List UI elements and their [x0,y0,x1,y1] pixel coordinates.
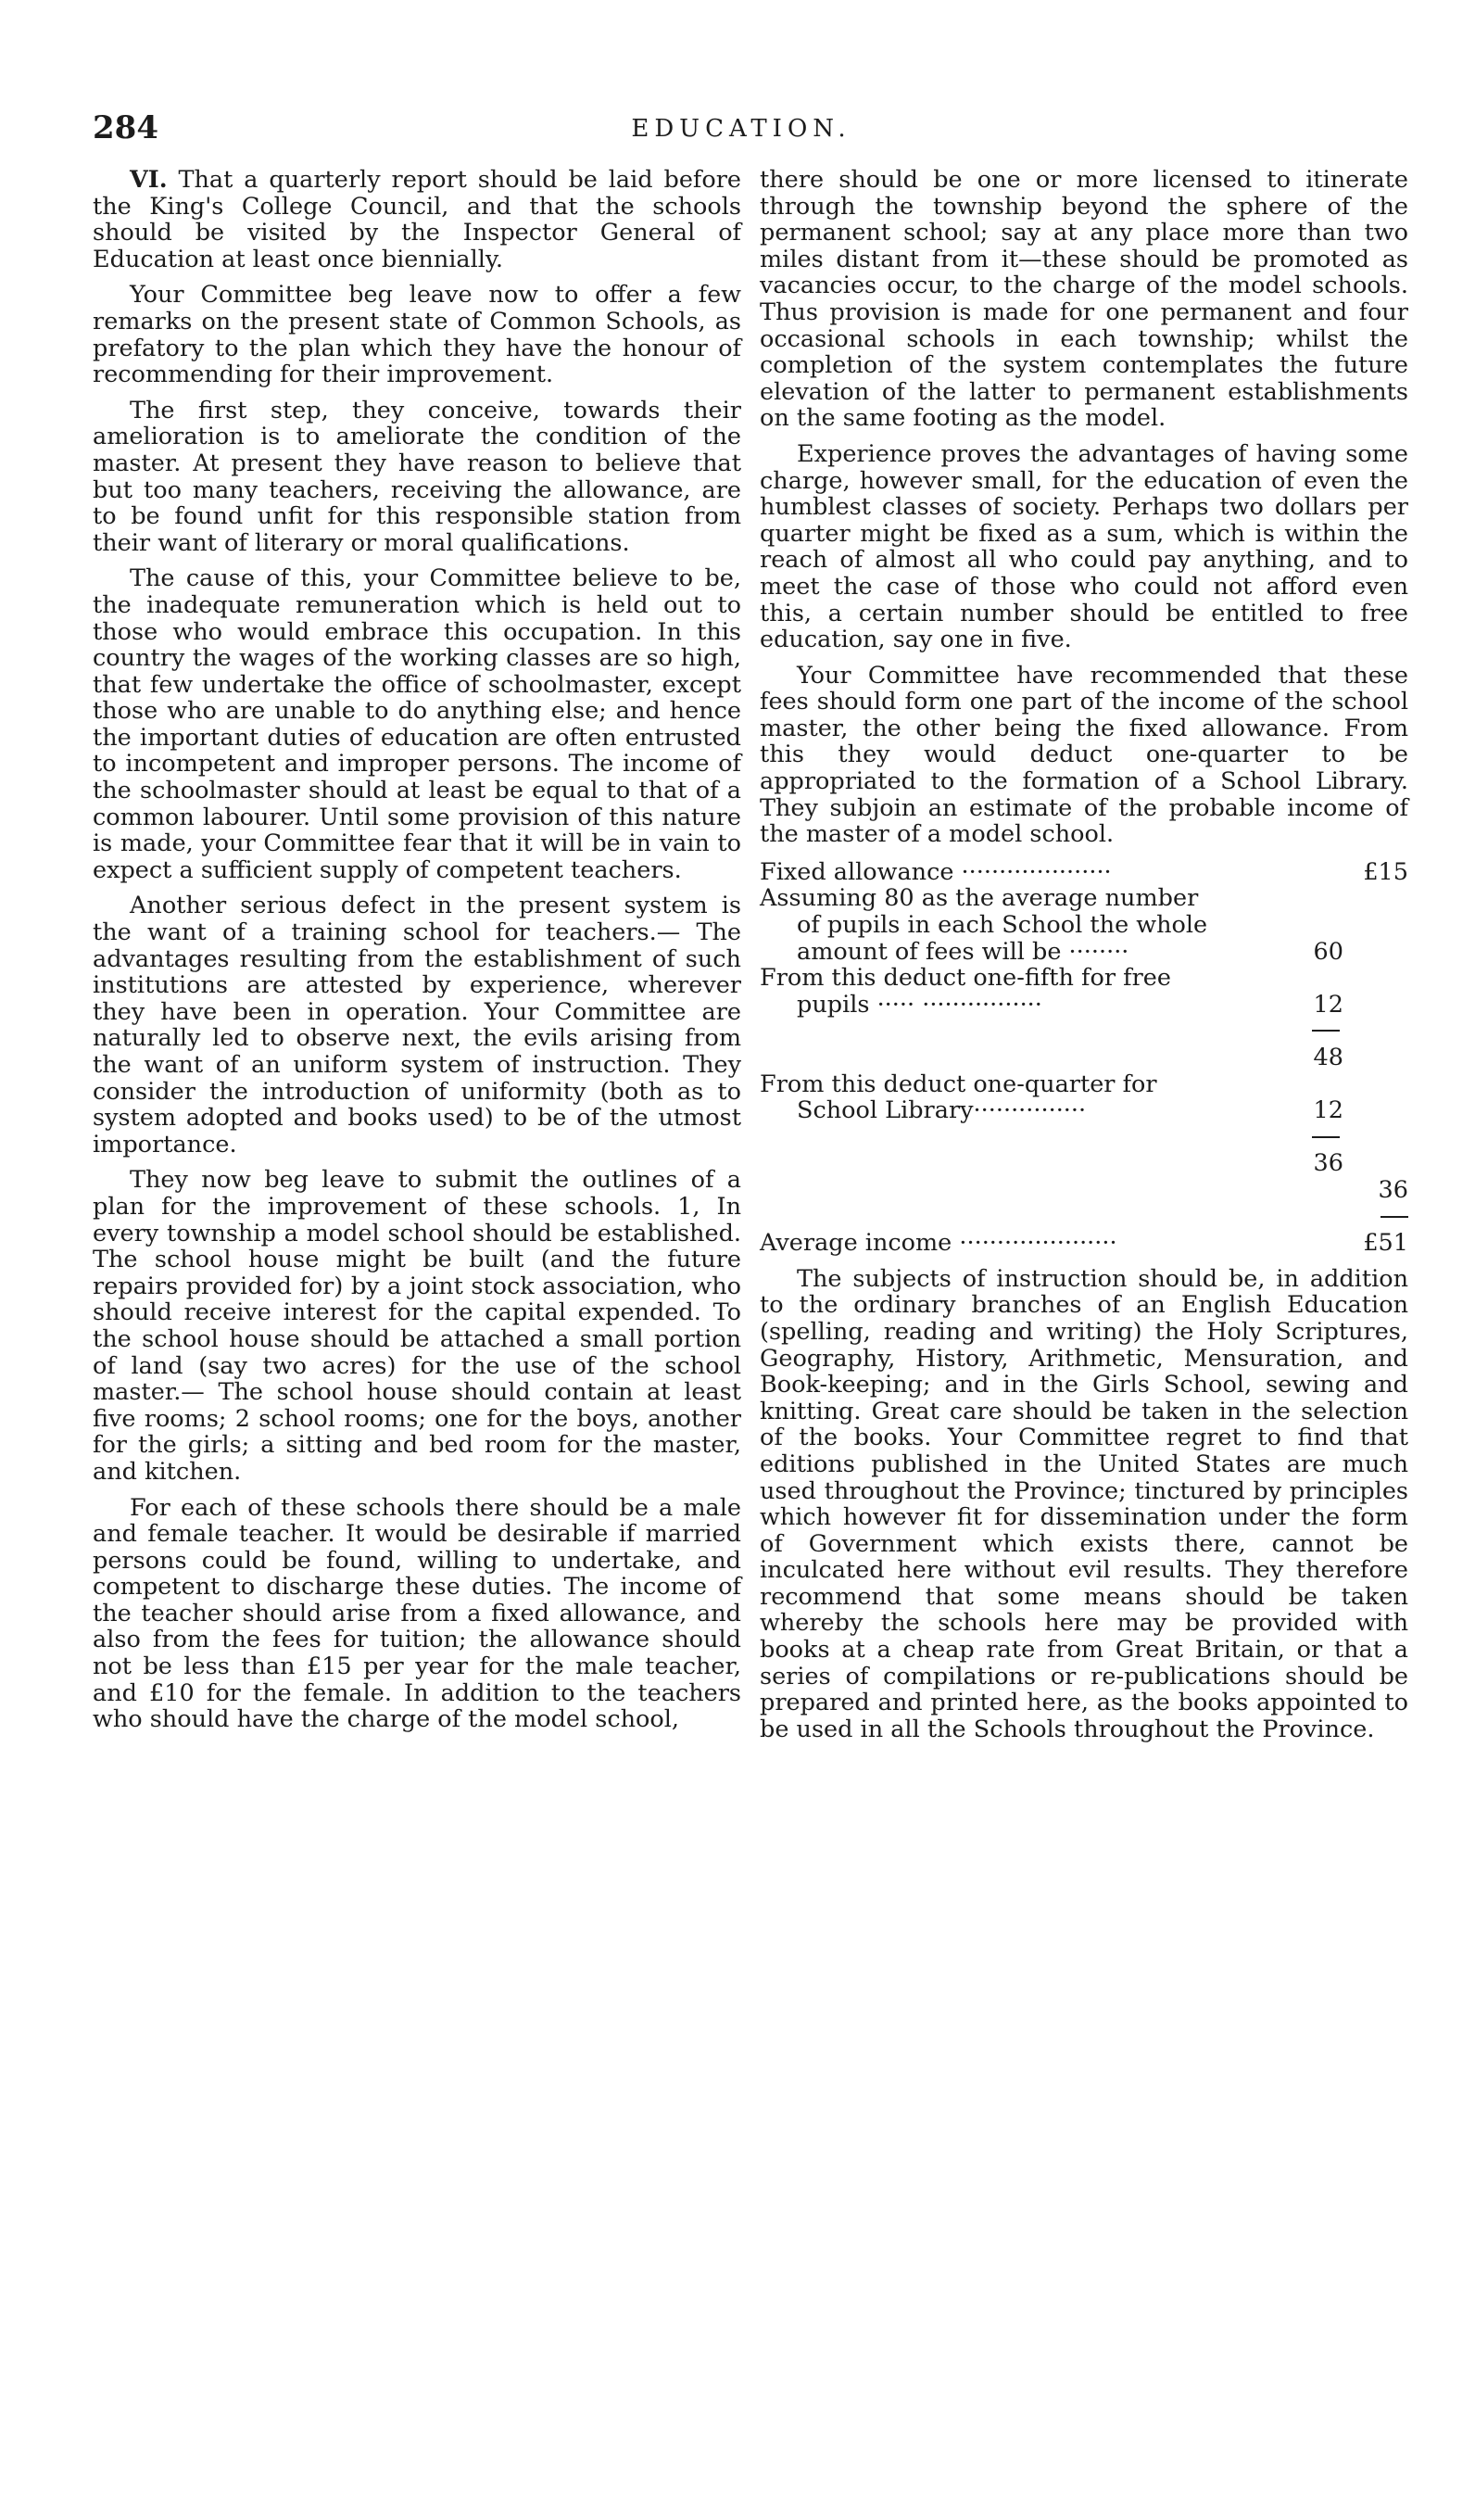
paragraph: Your Committee beg leave now to offer a few remarks on the present state of Common Schools, as prefatory to the plan which they have the honour of recommending for their improvement. [93,281,741,389]
paragraph: The cause of this, your Committee believe to be, the inadequate remuneration which is held out to those who would embrace this occupation. In this country the wages of the working classes are so high, that few undertake the office of schoolmaster, except those who are unable to do anything else; and hence the important duties of education are often entrusted to incompetent and improper persons. The income of the schoolmaster should at least be equal to that of a common labourer. Until some provision of this nature is made, your Committee fear that it will be in vain to expect a sufficient supply of competent teachers. [93,564,741,884]
estimate-row-sub-2 [760,1150,1408,1177]
paragraph [93,167,741,272]
estimate-row-deduct-2 [760,1071,1408,1098]
paragraph: Your Committee have recommended that these fees should form one part of the income of the school master, the other being the fixed allowance. From this they would deduct one-quarter to be appropriated to the formation of a School Library. They subjoin an estimate of the probable income of the master of a model school. [760,661,1408,849]
estimate-row-deduct-2b [760,1097,1408,1124]
estimate-amount: 12 [1313,1096,1343,1125]
paragraph: They now beg leave to submit the outlines of a plan for the improvement of these schools. 1, In every township a model school should be established. The school house might be built (and the future repairs provided for) by a joint stock association, who should receive interest for the capital expended. To the school house should be attached a small portion of land (say two acres) for the use of the school master.— The school house should contain at least five rooms; 2 school rooms; one for the boys, another for the girls; a sitting and bed room for the master, and kitchen. [93,1166,741,1486]
estimate-amount: 60 [1313,937,1343,966]
estimate-amount: 12 [1313,990,1343,1019]
paragraph: For each of these schools there should be a male and female teacher. It would be desirable if married persons could be found, willing to undertake, and competent to discharge these duties. The income of the teacher should arise from a fixed allowance, and also from the fees for tuition; the allowance should not be less than £15 per year for the male teacher, and £10 for the female. In addition to the teachers who should have the charge of the model school, [93,1493,741,1734]
estimate-label: Average income ····················· [760,1229,1117,1258]
estimate-row-assume-3 [760,939,1408,966]
estimate-label: School Library··············· [797,1096,1087,1125]
paragraph: The subjects of instruction should be, in addition to the ordinary branches of an English Education (spelling, reading and writing) the Holy Scriptures, Geography, History, Arithmetic, Mensuration, and Book-keeping; and in the Girls School, sewing and knitting. Great care should be taken in the selection of the books. Your Committee regret to find that editions published in the United States are much used throughout the Province; tinctured by principles which however fit for dissemination under the form of Government which exists there, cannot be inculcated here without evil results. They therefore recommend that some means should be taken whereby the schools here may be provided with books at a cheap rate from Great Britain, or that a series of compilations or re-publications should be prepared and printed here, as the books appointed to be used in all the Schools throughout the Province. [760,1264,1408,1743]
paragraph: Another serious defect in the present system is the want of a training school for teachers.— The advantages resulting from the establishment of such institutions are attested by experience, wherever they have been in operation. Your Committee are naturally led to observe next, the evils arising from the want of an uniform system of instruction. They consider the introduction of uniformity (both as to system adopted and books used) to be of the utmost importance. [93,892,741,1159]
estimate-label: From this deduct one-quarter for [760,1070,1157,1098]
estimate-row-average [760,1230,1408,1257]
page-number: 284 [93,109,158,146]
estimate-row-carried [760,1177,1408,1204]
estimate-row-deduct-1 [760,965,1408,992]
estimate-row-sub-1 [760,1045,1408,1071]
estimate-label: Assuming 80 as the average number [760,884,1199,913]
estimate-amount: 36 [1378,1175,1408,1204]
left-column [93,167,741,1742]
estimate-amount: £15 [1363,857,1408,886]
section-numeral: VI. [130,166,168,194]
right-column [760,167,1408,1752]
paragraph-text: That a quarterly report should be laid before the King's College Council, and that the schools should be visited by the Inspector General of Education at least once biennially. [93,166,741,273]
paragraph: The first step, they conceive, towards their amelioration is to ameliorate the condition of the master. At present they have reason to believe that but too many teachers, receiving the allowance, are to be found unfit for this responsible station from their want of literary or moral qualifications. [93,396,741,557]
estimate-amount: 36 [1313,1149,1343,1178]
estimate-rule [760,1204,1408,1231]
estimate-row-deduct-1b [760,992,1408,1019]
running-head: EDUCATION. [631,115,851,143]
paragraph: Experience proves the advantages of having some charge, however small, for the education of even the humblest classes of society. Perhaps two dollars per quarter might be fixed as a sum, which is within the reach of almost all who could pay anything, and to meet the case of those who could not afford even this, a certain number should be entitled to free education, say one in five. [760,439,1408,654]
estimate-amount: £51 [1363,1229,1408,1258]
estimate-label: of pupils in each School the whole [797,911,1208,940]
estimate-rule [760,1124,1408,1151]
estimate-label: Fixed allowance ···················· [760,857,1112,886]
estimate-row-assume [760,885,1408,912]
estimate-amount: 48 [1313,1044,1343,1071]
estimate-label: pupils ····· ················ [797,990,1042,1019]
estimate-label: amount of fees will be ········ [797,937,1129,966]
paragraph: there should be one or more licensed to itinerate through the township beyond the sphere of the permanent school; say at any place more than two miles distant from it—these should be promoted as vacancies occur, to the charge of the model schools. Thus provision is made for one permanent and four occasional schools in each township; whilst the completion of the system contemplates the future elevation of the latter to permanent establishments on the same footing as the model. [760,166,1408,433]
page-header [93,109,1390,165]
income-estimate-table [760,859,1408,1257]
estimate-rule [760,1018,1408,1045]
estimate-row-assume-2 [760,912,1408,939]
estimate-row-fixed [760,859,1408,886]
estimate-label: From this deduct one-fifth for free [760,964,1171,993]
